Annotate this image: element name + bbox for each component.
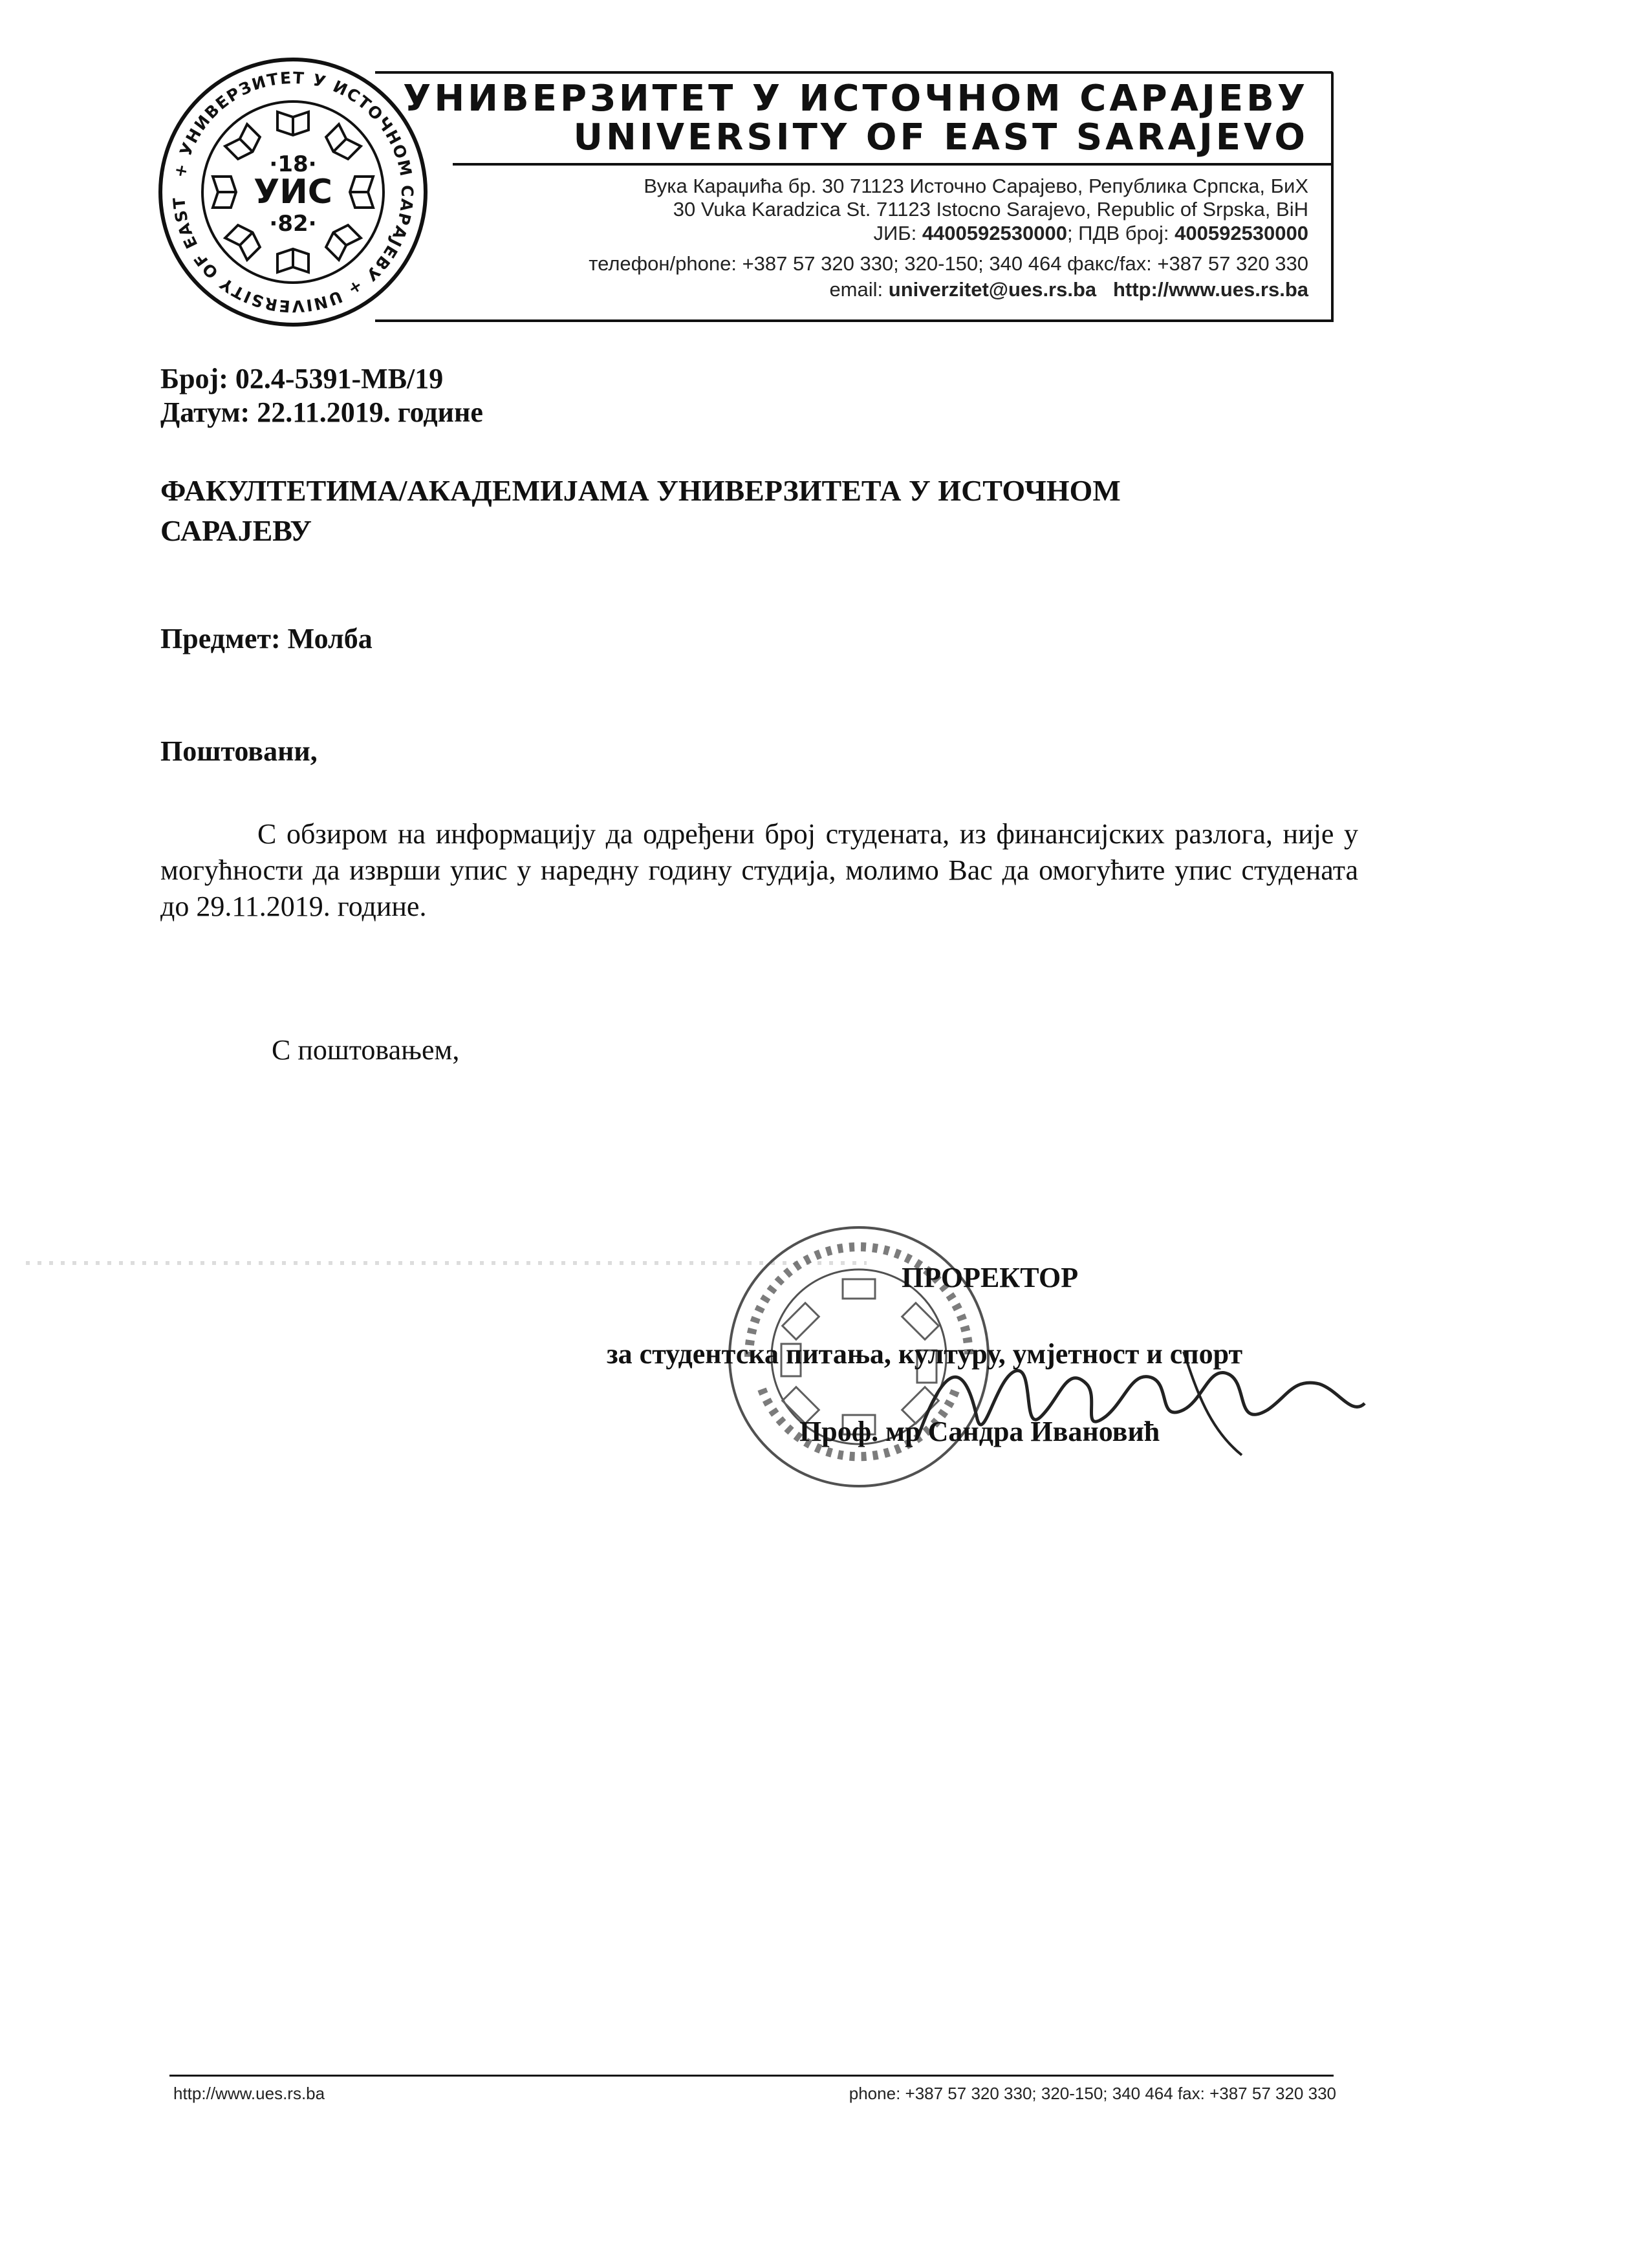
seal-year-bottom: ·82·	[269, 211, 317, 237]
signer-role: за студентска питања, културу, умјетност и спорт	[607, 1338, 1243, 1370]
letterhead-divider	[453, 163, 1331, 166]
reference-number: Број: 02.4-5391-МВ/19	[160, 363, 444, 394]
body-paragraph: С обзиром на информацију да одређени број студената, из финансијских разлога, није у могућности да изврши упис у наредну годину студија, молимо Вас да омогућите упис студената до 29.11.2019. године.	[160, 818, 1358, 922]
subject-line: Предмет: Молба	[160, 623, 373, 654]
pdv-value: 400592530000	[1175, 222, 1308, 244]
reference-date: Датум: 22.11.2019. године	[160, 396, 483, 428]
salutation: Поштовани,	[160, 735, 318, 767]
email-link[interactable]: univerzitet@ues.rs.ba	[888, 278, 1097, 301]
university-name-cyrillic: УНИВЕРЗИТЕТ У ИСТОЧНОМ САРАЈЕВУ	[403, 78, 1308, 120]
address-latin: 30 Vuka Karadzica St. 71123 Istocno Sarajevo, Republic of Srpska, BiH	[673, 198, 1308, 221]
footer-phone: phone: +387 57 320 330; 320-150; 340 464 fax: +387 57 320 330	[849, 2084, 1336, 2103]
closing-phrase: С поштовањем,	[272, 1034, 460, 1066]
university-name-latin: UNIVERSITY OF EAST SARAJEVO	[573, 116, 1308, 158]
seal-year-top: ·18·	[269, 151, 317, 177]
footer-website[interactable]: http://www.ues.rs.ba	[173, 2084, 325, 2103]
footer-divider	[169, 2075, 1334, 2077]
tax-ids	[873, 222, 1308, 245]
addressee: ФАКУЛТЕТИМА/АКАДЕМИЈАМА УНИВЕРЗИТЕТА У ИСТОЧНОМ САРАЈЕВУ	[160, 474, 1121, 547]
contact-line	[829, 278, 1308, 301]
signer-name: Проф. мр Сандра Ивановић	[799, 1416, 1160, 1447]
jib-value: 4400592530000	[922, 222, 1067, 244]
email-label: email:	[829, 278, 883, 301]
seal-ring-text: + УНИВЕРЗИТЕТ У ИСТОЧНОМ САРАЈЕВУ + UNIVERSITY OF EAST	[169, 68, 417, 316]
seal-abbreviation: УИС	[254, 173, 332, 211]
address-cyrillic: Вука Караџића бр. 30 71123 Источно Сарајево, Република Српска, БиХ	[644, 175, 1308, 197]
phone-fax-line: телефон/phone: +387 57 320 330; 320-150; 340 464 факс/fax: +387 57 320 330	[589, 252, 1308, 275]
signer-title: ПРОРЕКТОР	[902, 1262, 1079, 1293]
pdv-label: ; ПДВ број:	[1067, 222, 1169, 244]
jib-label: ЈИБ:	[873, 222, 917, 244]
website-link[interactable]: http://www.ues.rs.ba	[1113, 278, 1308, 301]
